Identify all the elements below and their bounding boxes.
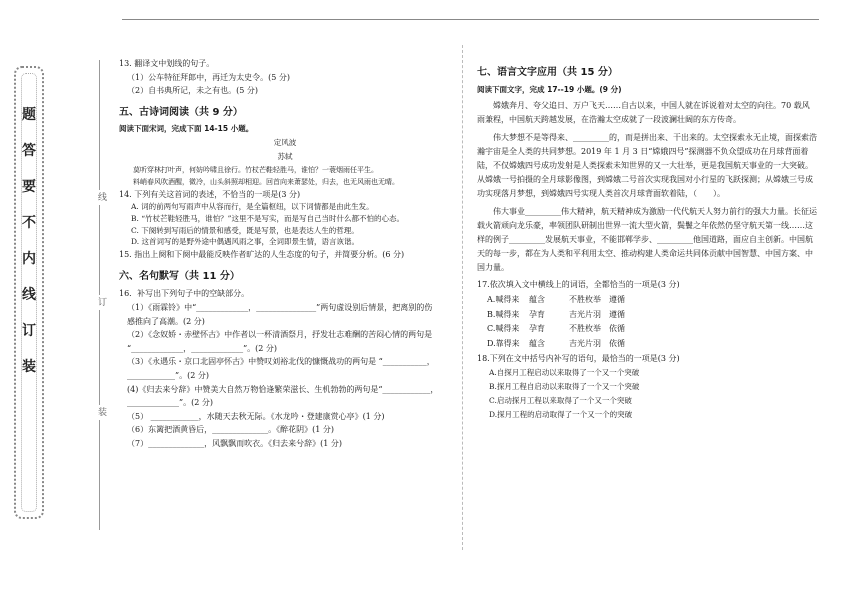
q18-stem: 18.下列在文中括号内补写的语句，最恰当的一项是(3 分) [477,354,680,364]
binding-margin [14,66,44,519]
right-column [477,58,817,423]
q17-option-d: D.靠得来 蕴含 吉光片羽 依循 [487,338,625,348]
q14-option-c: C. 下阕转到写雨后的情景和感受，既是写景，也是表达人生的哲理。 [131,225,359,235]
left-column [119,58,451,452]
q16-item-6: （6）东篱把酒黄昏后，______________。《醉花阴》(1 分) [127,425,334,435]
q16-item-7: （7）______________，风飘飘而吹衣。《归去来兮辞》(1 分) [127,438,342,448]
q15-stem: 15. 指出上阕和下阕中最能反映作者旷达的人生态度的句子，并简要分析。(6 分) [119,250,405,260]
poem-line-2: 料峭春风吹酒醒，微冷，山头斜照却相迎。回首向来萧瑟处，归去，也无风雨也无晴。 [133,178,399,187]
q16-stem: 16．补写出下列句子中的空缺部分。 [119,289,250,299]
q18-option-c: C.启动探月工程以来取得了一个又一个突破 [489,395,632,405]
q16-item-4: (4)《归去来兮辞》中赞美大自然万物恰逢繁荣滋长、生机勃勃的两句是“____________， [127,384,439,394]
q17-option-a: A.喊得来 蕴含 不胜枚举 遵循 [487,294,625,304]
binding-char: 不 [22,215,36,231]
q18-option-a: A.自探月工程启动以来取得了一个又一个突破 [489,367,640,377]
binding-mark-xian: 线 [96,192,106,201]
passage-paragraph-3: 伟大事业_________伟大精神，航天精神成为激励一代代航天人努力前行的强大力量。长征运载火箭顽向龙乐豪，率领团队研制出世界一流大型火箭，鬓鬟之年依然仍坚守航天第一线……这样的例子_________发展航天事业，不能邯郸学步、_________他国道路，面应自主创新。中国航天的每一步，都在为人类和平利用太空、推动构建人类命运共同体贡献中国智慧、中国方案、中国力量。 [477,207,817,273]
poem-line-1: 莫听穿林打叶声，何妨吟啸且徐行。竹杖芒鞋轻胜马，谁怕？一蓑烟雨任平生。 [133,165,378,174]
q17-option-b: B.喊得来 孕育 吉光片羽 遵循 [487,309,625,319]
binding-mark-zhuang: 装 [96,407,106,416]
binding-char: 装 [22,359,36,375]
section6-heading: 六、名句默写（共 11 分） [119,270,240,282]
section7-intro: 阅读下面文字，完成 17--19 小题。(9 分) [477,84,622,94]
q14-option-b: B. “竹杖芒鞋轻胜马，谁怕？”这里不是写实，而是写自己当时什么都不怕的心态。 [131,213,404,223]
q14-option-a: A. 词的前两句写雨声中从容而行，是全篇枢纽，以下词情都是由此生发。 [131,201,374,211]
binding-char: 题 [22,107,36,123]
binding-char: 要 [22,179,36,195]
q16-item-1: （1）《雨霖铃》中“_____________，_______________”两句虚设别后情景，把离别的伤 [127,302,433,312]
binding-mark-ding: 订 [96,297,106,306]
section5-intro: 阅读下面宋词，完成下面 14-15 小题。 [119,124,254,134]
passage-paragraph-1: 嫦娥奔月、夸父追日、万户飞天……自古以来，中国人就在诉说着对太空的向往。70 载风雨兼程，中国航天跨越发展，在浩瀚太空成就了一段波澜壮阔的东方传奇。 [477,101,810,125]
q13-item-2: （2）自书典所记，未之有也。(5 分) [127,86,258,96]
q16-item-1-cont: 感推向了高潮。(2 分) [127,316,205,326]
poem-author: 苏轼 [277,152,293,162]
binding-line [99,205,100,295]
q13-stem: 13. 翻译文中划线的句子。 [119,59,215,68]
q18-option-b: B.探月工程自启动以来取得了一个又一个突破 [489,381,640,391]
section5-heading: 五、古诗词阅读（共 9 分） [119,106,243,118]
binding-char: 订 [22,323,36,339]
binding-char: 内 [22,251,36,267]
header-rule [122,19,819,20]
q16-item-2: （2）《念奴娇・赤壁怀古》中作者以一杯清酒祭月，抒发壮志难酬的苦闷心情的两句是 [127,330,433,340]
binding-line [99,420,100,530]
binding-line [99,310,100,405]
q16-item-2-cont: “_____________，_____________”。(2 分) [127,343,278,353]
q14-option-d: D. 这首词写的是野外途中偶遇风雨之事，全词即景生情，语言诙谐。 [131,237,360,247]
binding-line [99,60,100,190]
q13-item-1: （1）公车特征拜郎中，再迁为太史令。(5 分) [127,72,290,82]
q16-item-3-cont: ____________”。(2 分) [127,370,209,380]
q16-item-4-cont: _____________”。(2 分) [127,398,213,408]
q16-item-5: （5） ____________，水随天去秋无际。《水龙吟・登建康赏心亭》(1 分) [127,411,385,421]
poem-title: 定风波 [273,138,297,148]
section7-heading: 七、语言文字应用（共 15 分） [477,67,618,78]
column-divider [462,45,463,550]
binding-char: 线 [22,287,36,303]
q17-stem: 17.依次填入文中横线上的词语，全都恰当的一项是(3 分) [477,280,680,290]
q16-item-3: （3）《永遇乐・京口北固亭怀古》中赞叹刘裕北伐的慷慨战功的两句是 “___________， [127,357,435,367]
q17-option-c: C.喊得来 孕育 不胜枚举 依循 [487,324,625,334]
binding-char: 答 [22,143,36,159]
q18-option-d: D.探月工程的启动取得了一个又一个的突破 [489,409,633,419]
passage-paragraph-2: 伟大梦想不是等得来、_________的，而是拼出来、干出来的。太空探索永无止境，面探索浩瀚宇宙是全人类的共同梦想。2019 年 1 月 3 日“嫦娥四号”探测器不负众望成功在月球背面着陆，不仅嫦娥四号成功发射是人类探索未知世界的又一大壮举，更是我国航天事业的一大突破。从嫦娥一号拍摄的全月球影像图，到嫦娥二号首次实现我国对小行星的飞跃探测；从嫦娥三号成功实现落月梦想，到嫦娥四号实现人类首次月球背面软着陆，（ ）。 [477,133,817,199]
q14-stem: 14. 下列有关这首词的表述，不恰当的一项是(3 分) [119,190,301,200]
